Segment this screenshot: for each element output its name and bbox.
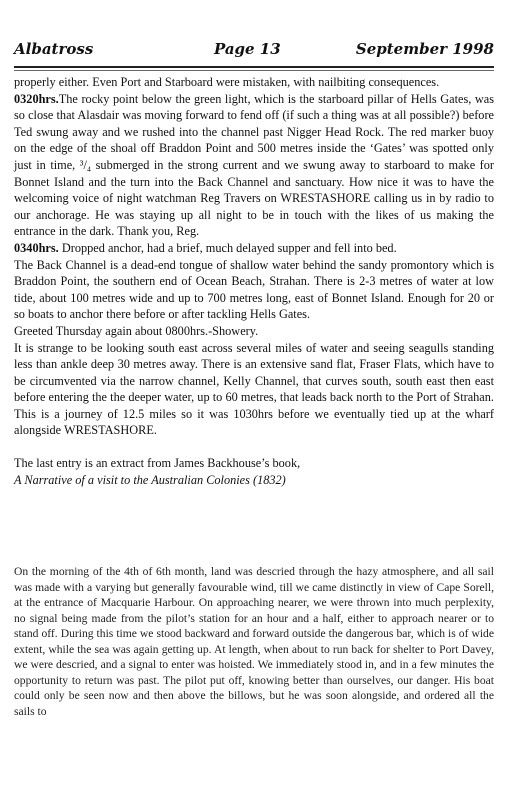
paragraph	[14, 240, 494, 257]
page-number: Page 13	[213, 40, 281, 58]
log-time: 0340hrs.	[14, 240, 59, 255]
newsletter-title: Albatross	[14, 40, 94, 58]
log-entry: Dropped anchor, had a brief, much delayed supper and fell into bed.	[58, 240, 397, 255]
book-title: A Narrative of a visit to the Australian Colonies (1832)	[14, 472, 286, 487]
paragraph: Greeted Thursday again about 0800hrs.-Showery.	[14, 323, 259, 338]
paragraph: The Back Channel is a dead-end tongue of shallow water behind the sandy promontory which is Braddon Point, the southern end of Ocean Beach, Strahan. There is 2-3 metres of water at low tide, about 100 metres wide and up to 700 metres long, east of Bonnet Island. Enough for 20 or so boats to anchor there before or after tackling Hells Gates.	[14, 257, 494, 322]
spacer	[14, 439, 494, 455]
log-time: 0320hrs.	[14, 91, 59, 106]
paragraph: The last entry is an extract from James Backhouse’s book,	[14, 456, 301, 471]
header-rule	[14, 66, 494, 71]
log-entry: The rocky point below the green light, which is the starboard pillar of Hells Gates, was so close that Alasdair was moving forward to fend off (if such a thing was at all possible?) before Ted swung away and we rushed into the channel past Nigger Head Rock. The red marker buoy on the edge of the shoal off Braddon Point and 500 metres inside the ‘Gates’ was spotted only just in time, ³/₄ submerged in the strong current and we swung away to starboard to make for Bonnet Island and the turn into the Back Channel and sanctuary. How nice it was to have the welcoming voice of night watchman Reg Travers on WRESTASHORE calling us in by radio to our anchorage. He was staying up all night to be in touch with the likes of us making the entrance in the dark. Thank you, Reg.	[14, 91, 494, 239]
issue-date: September 1998	[355, 40, 494, 58]
page-header	[14, 40, 494, 62]
paragraph: properly either. Even Port and Starboard were mistaken, with nailbiting consequences.	[14, 75, 440, 89]
paragraph: It is strange to be looking south east across several miles of water and seeing seagulls standing less than ankle deep 30 metres away. There is an extensive sand flat, Fraser Flats, which have to be circumvented via the narrow channel, Kelly Channel, that curves south, south east then east before entering the the deeper water, up to 60 metres, that leads back north to the Port of Strahan. This is a journey of 12.5 miles so it was 1030hrs before we eventually tied up at the wharf alongside WRESTASHORE.	[14, 340, 494, 438]
log-text	[14, 74, 494, 488]
extract-text	[14, 564, 494, 719]
paragraph	[14, 91, 494, 240]
paragraph: On the morning of the 4th of 6th month, land was descried through the hazy atmosphere, and all sail was made with a varying but generally favourable wind, till we came distinctly in view of Cape Sorell, at the entrance of Macquarie Harbour. On approaching nearer, we were thrown into much perplexity, no signal being made from the pilot’s station for an hour and a half, either to approach nearer or to stand off. During this time we stood backward and forward outside the dangerous bar, which is of wide extent, while the sea was again getting up. At length, when about to run back for shelter to Port Davey, we were descried, and a signal to enter was hoisted. We immediately stood in, and in a few minutes the opportunity to return was past. The pilot put off, knowing better than ourselves, our danger. His boat could only be seen now and then above the billows, but he was soon alongside, and ordered all the sails to	[14, 565, 494, 718]
